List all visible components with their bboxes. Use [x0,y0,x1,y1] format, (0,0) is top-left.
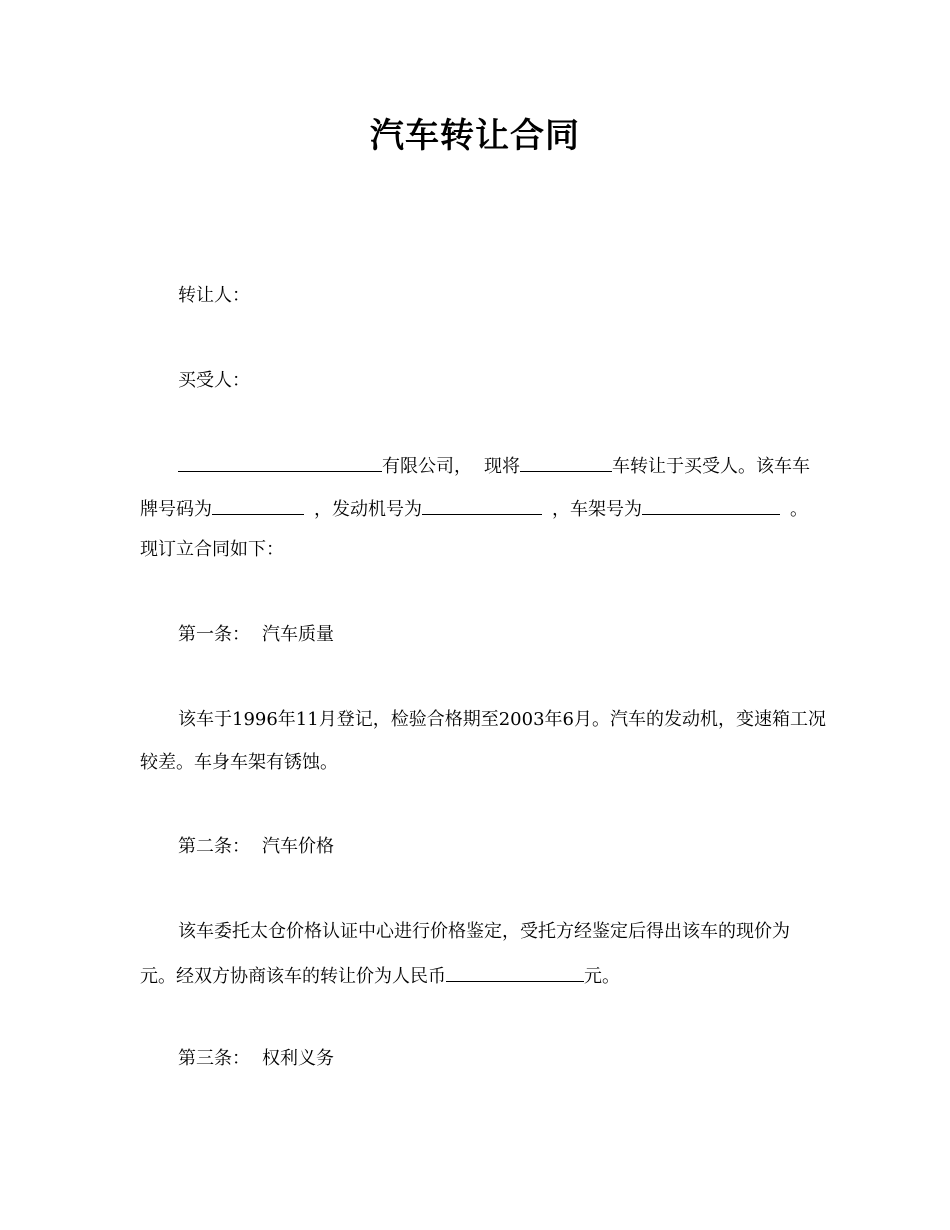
plate-label: 牌号码为 [140,499,212,520]
article-2-number: 第二条： [178,836,250,857]
article-1-body-line-2: 较差。车身车架有锈蚀。 [140,752,338,773]
company-suffix: 有限公司， [382,456,472,477]
article-2-body-line-1: 该车委托太仓价格认证中心进行价格鉴定，受托方经鉴定后得出该车的现价为 [178,921,790,942]
transferee-label: 买受人： [178,370,250,391]
article-2-heading [178,835,334,859]
transferor-label: 转让人： [178,285,250,306]
article-2-title: 汽车价格 [262,836,334,857]
article-3-heading [178,1047,334,1071]
intro-line-1 [178,453,810,479]
plate-number-blank [212,496,304,515]
price-blank [446,963,584,982]
intro-line-2 [140,496,808,522]
price-prefix: 元。经双方协商该车的转让价为人民币 [140,966,446,987]
article-2-body-line-2 [140,963,620,989]
article-1-heading [178,623,334,647]
engine-label: ，发动机号为 [314,499,422,520]
article-1-body-line-1: 该车于1996年11月登记，检验合格期至2003年6月。汽车的发动机，变速箱工况 [178,709,826,730]
now-text: 现将 [484,456,520,477]
article-3-number: 第三条： [178,1048,250,1069]
car-transfer-text: 车转让于买受人。该车车 [612,456,810,477]
article-1-number: 第一条： [178,624,250,645]
intro-period: 。 [790,499,808,520]
intro-line-3: 现订立合同如下： [140,539,284,560]
price-suffix: 元。 [584,966,620,987]
car-model-blank [520,453,612,472]
company-name-blank [178,453,382,472]
engine-number-blank [422,496,542,515]
article-3-title: 权利义务 [262,1048,334,1069]
frame-label: ，车架号为 [552,499,642,520]
frame-number-blank [642,496,780,515]
article-1-title: 汽车质量 [262,624,334,645]
page-title: 汽车转让合同 [370,116,580,156]
